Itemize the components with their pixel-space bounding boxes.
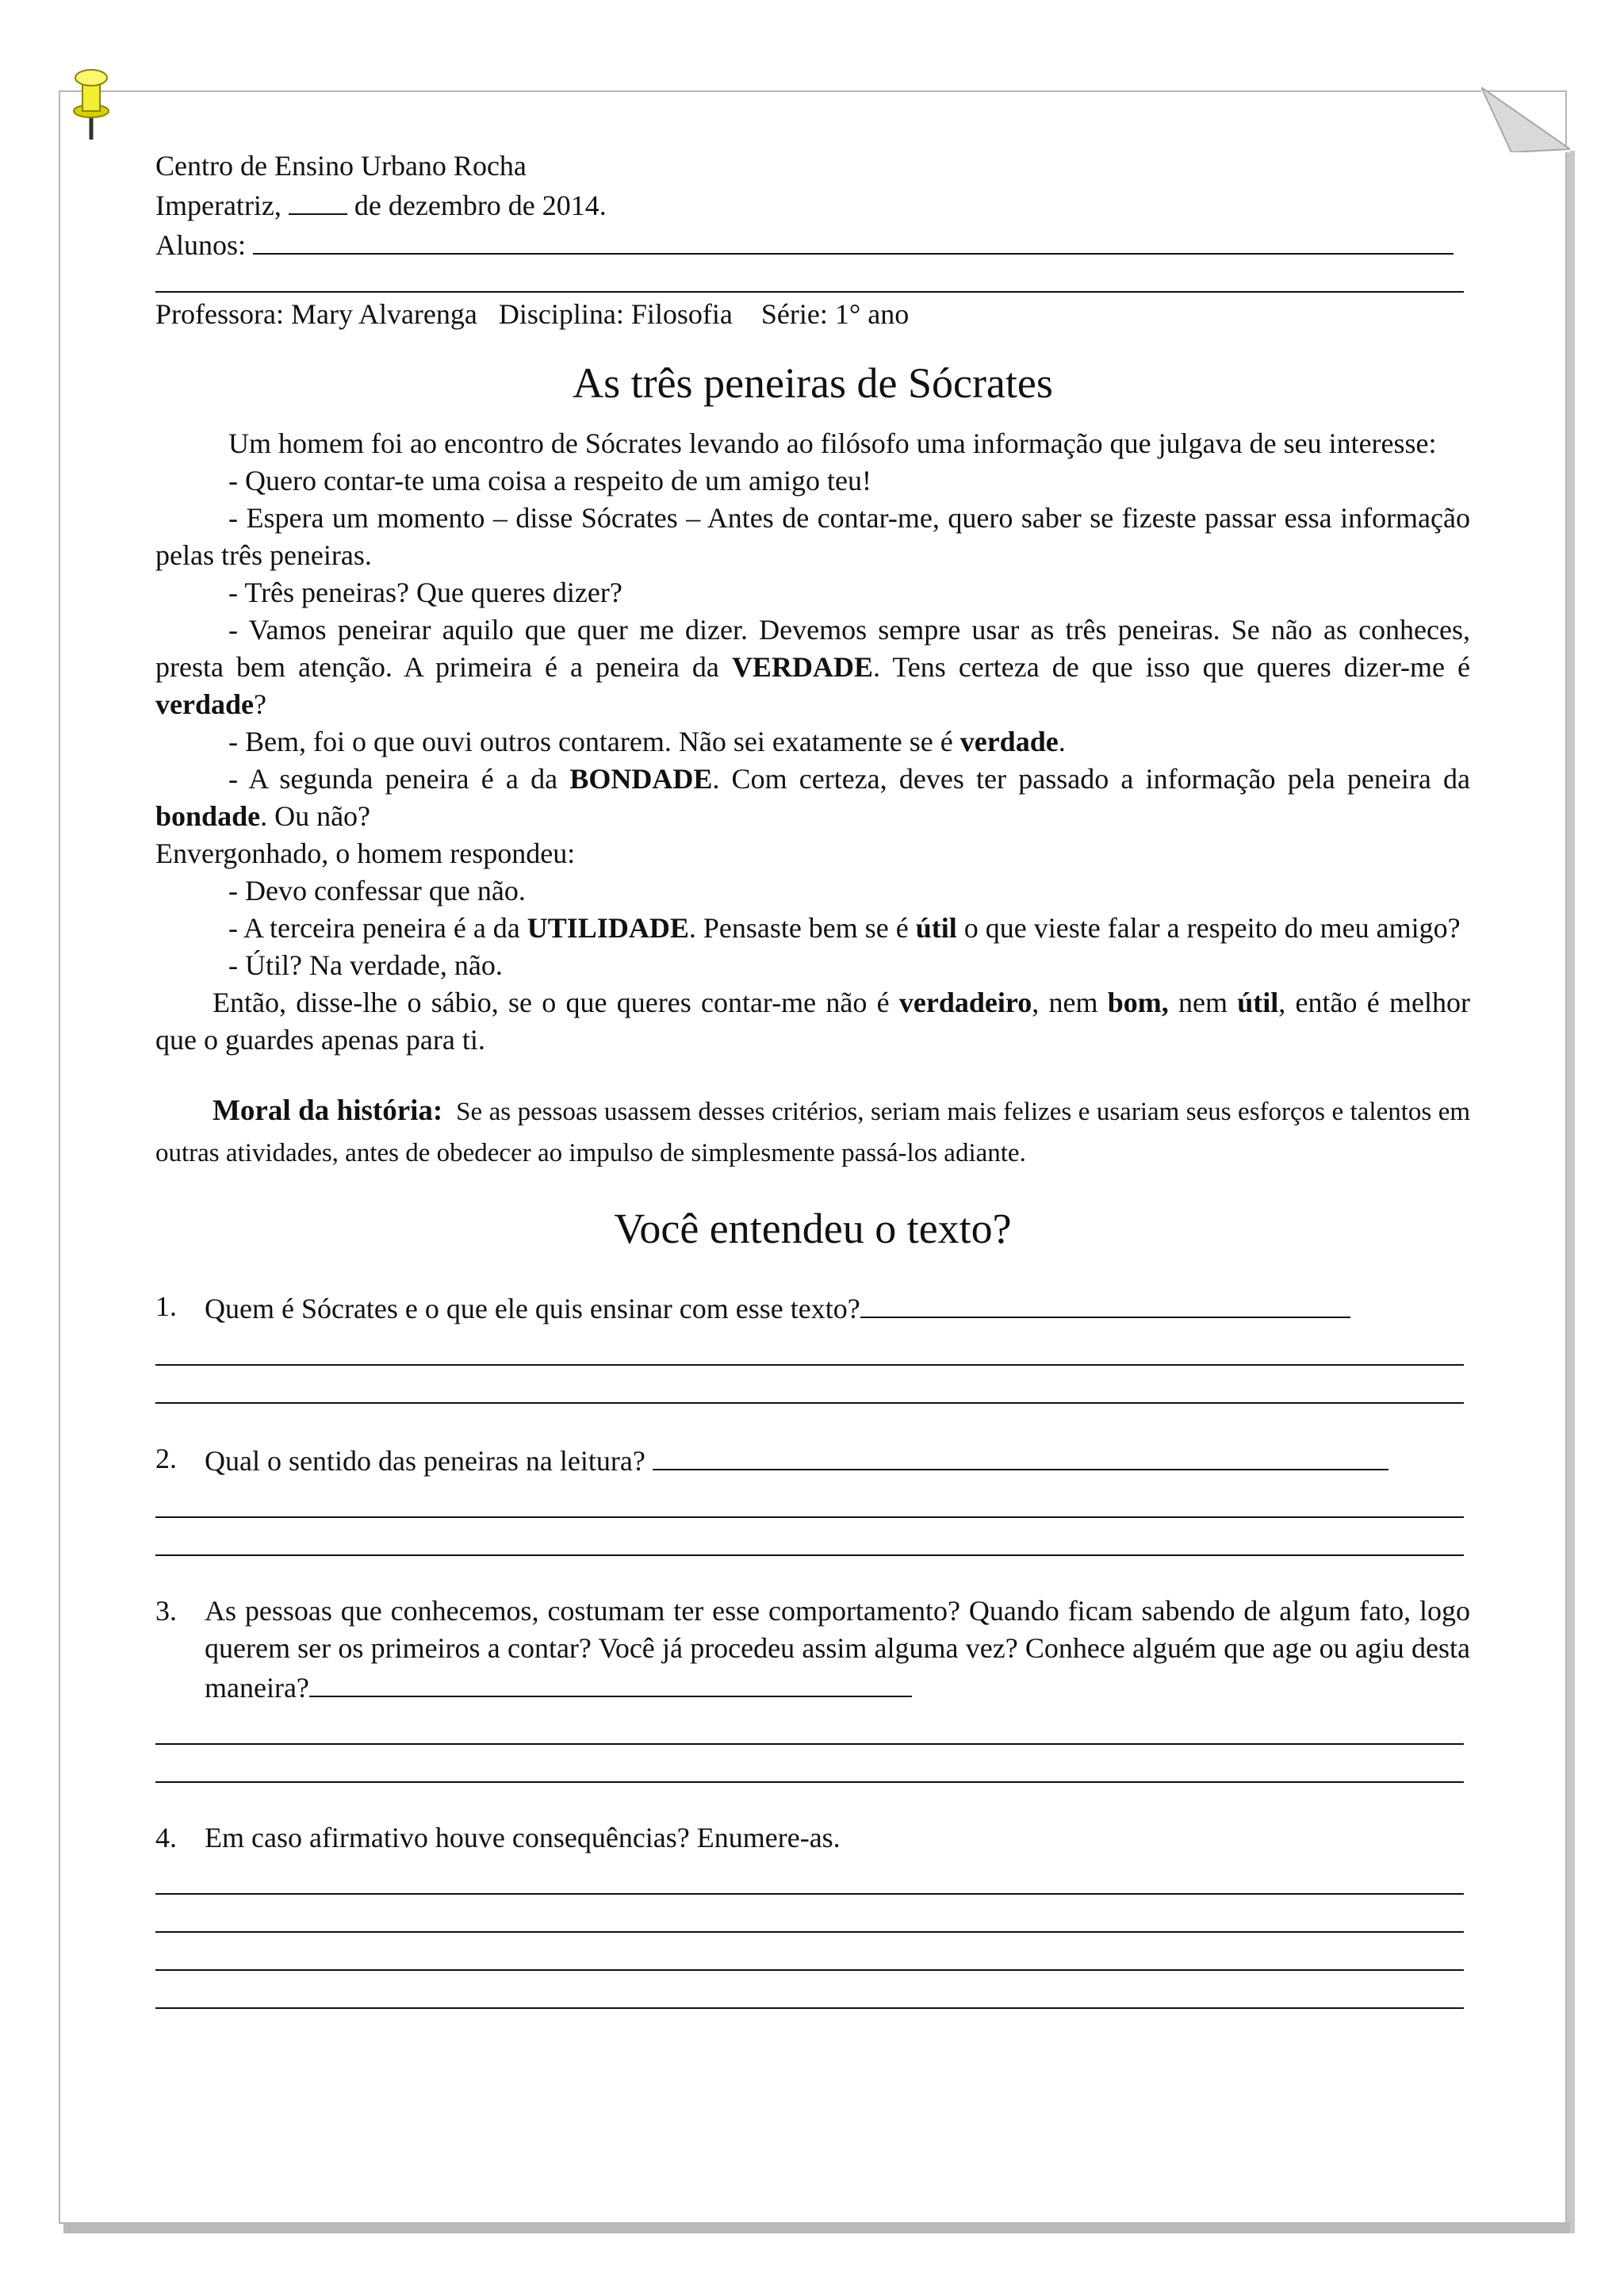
story-paragraph <box>155 910 1470 947</box>
question-text: Qual o sentido das peneiras na leitura? <box>205 1445 645 1477</box>
keyword-bom: bom, <box>1107 987 1169 1018</box>
moral-label: Moral da história: <box>213 1094 443 1127</box>
text-run: . Com certeza, deves ter passado a informação pela peneira da <box>712 763 1470 795</box>
keyword-verdadeiro: verdadeiro <box>898 987 1032 1018</box>
story-paragraph: - Três peneiras? Que queres dizer? <box>228 577 622 608</box>
keyword-verdade: verdade <box>155 688 254 720</box>
answer-line[interactable] <box>155 1933 1464 1971</box>
city-text: Imperatriz, <box>155 190 282 221</box>
text-run: - A terceira peneira é a da <box>228 912 527 944</box>
question-3 <box>155 1593 1470 1707</box>
moral-text: Se as pessoas usassem desses critérios, seriam mais felizes e usariam seus esforços e talentos em outras atividades, antes de obedecer ao impulso de simplesmente passá-los adiante. <box>155 1098 1471 1167</box>
text-run: . <box>1058 726 1066 757</box>
question-number: 3. <box>155 1595 177 1627</box>
text-run: . Pensaste bem se é <box>688 912 916 944</box>
students-blank[interactable] <box>253 224 1454 255</box>
question-number: 4. <box>155 1822 177 1853</box>
students-line <box>155 224 1470 264</box>
answer-blank[interactable] <box>860 1288 1350 1318</box>
question-text-wrap <box>205 1440 1470 1480</box>
teacher-line <box>155 296 1470 333</box>
text-run: - Bem, foi o que ouvi outros contarem. Não sei exatamente se é <box>228 726 960 757</box>
text-run: . Tens certeza de que isso que queres dizer-me é <box>872 651 1470 683</box>
page-shadow-right <box>1567 151 1575 2233</box>
story-text <box>155 425 1470 1059</box>
answer-line[interactable] <box>155 1366 1464 1404</box>
text-run: , então é melhor que o guardes apenas para ti. <box>155 987 1470 1056</box>
students-label: Alunos: <box>155 229 247 261</box>
students-blank-2[interactable] <box>155 264 1464 293</box>
question-text-wrap <box>205 1288 1470 1328</box>
answer-blank[interactable] <box>653 1440 1388 1470</box>
text-run: ? <box>253 688 266 720</box>
answer-line[interactable] <box>155 1971 1464 2009</box>
answer-line[interactable] <box>155 1480 1464 1518</box>
answer-blank[interactable] <box>309 1667 912 1697</box>
page-title: As três peneiras de Sócrates <box>573 359 1053 407</box>
story-paragraph: Envergonhado, o homem respondeu: <box>155 838 576 869</box>
day-blank[interactable] <box>289 185 347 215</box>
text-run: . Ou não? <box>260 800 371 832</box>
keyword-util: útil <box>1237 987 1279 1018</box>
text-run: , nem <box>1032 987 1108 1018</box>
answer-line[interactable] <box>155 1518 1464 1556</box>
grade: Série: 1° ano <box>760 298 910 330</box>
school-name: Centro de Ensino Urbano Rocha <box>155 150 527 182</box>
question-text: Quem é Sócrates e o que ele quis ensinar com esse texto? <box>205 1293 860 1324</box>
question-1 <box>155 1288 1470 1328</box>
story-paragraph: - Espera um momento – disse Sócrates – Antes de contar-me, quero saber se fizeste passar essa informação pelas três peneiras. <box>155 502 1470 571</box>
worksheet-content <box>155 148 1470 2009</box>
teacher-name: Professora: Mary Alvarenga <box>155 298 477 330</box>
keyword-util: útil <box>915 912 957 944</box>
text-run: - A segunda peneira é a da <box>228 763 570 795</box>
answer-line[interactable] <box>155 1707 1464 1745</box>
story-paragraph <box>155 611 1470 723</box>
moral-paragraph <box>155 1091 1470 1174</box>
folded-corner-icon <box>1481 87 1570 152</box>
answer-line[interactable] <box>155 1857 1464 1895</box>
answer-line[interactable] <box>155 1745 1464 1783</box>
story-paragraph <box>155 984 1470 1059</box>
answer-line[interactable] <box>155 1328 1464 1366</box>
question-text-wrap <box>205 1593 1470 1707</box>
question-number: 2. <box>155 1443 177 1474</box>
story-paragraph: - Devo confessar que não. <box>228 875 526 907</box>
keyword-utilidade: UTILIDADE <box>527 912 689 944</box>
page-shadow-bottom <box>63 2222 1570 2233</box>
story-paragraph <box>155 723 1470 761</box>
story-paragraph: Um homem foi ao encontro de Sócrates levando ao filósofo uma informação que julgava de seu interesse: <box>228 427 1437 459</box>
story-paragraph: - Quero contar-te uma coisa a respeito de um amigo teu! <box>228 465 871 496</box>
question-4 <box>155 1819 1470 1857</box>
story-paragraph <box>155 761 1470 835</box>
discipline: Disciplina: Filosofia <box>498 298 733 330</box>
question-number: 1. <box>155 1290 177 1322</box>
keyword-bondade: bondade <box>155 800 261 832</box>
story-paragraph: - Útil? Na verdade, não. <box>228 949 503 981</box>
text-run: nem <box>1168 987 1238 1018</box>
keyword-bondade: BONDADE <box>569 763 713 795</box>
question-text: Em caso afirmativo houve consequências? Enumere-as. <box>205 1822 841 1853</box>
text-run: o que vieste falar a respeito do meu amigo? <box>956 912 1461 944</box>
answer-line[interactable] <box>155 1895 1464 1933</box>
date-line <box>155 185 1470 224</box>
text-run: - Vamos peneirar aquilo que quer me dizer. Devemos sempre usar as três peneiras. Se não as conheces, presta bem atenção. A primeira é a peneira da <box>155 614 1470 683</box>
question-text: As pessoas que conhecemos, costumam ter esse comportamento? Quando ficam sabendo de algum fato, logo querem ser os primeiros a contar? Você já procedeu assim alguma vez? Conhece alguém que age ou agiu desta maneira? <box>205 1595 1470 1704</box>
keyword-verdade: verdade <box>959 726 1059 757</box>
date-text: de dezembro de 2014. <box>354 190 607 221</box>
quiz-title: Você entendeu o texto? <box>614 1205 1012 1252</box>
question-2 <box>155 1440 1470 1480</box>
text-run: Então, disse-lhe o sábio, se o que queres contar-me não é <box>213 987 899 1018</box>
keyword-verdade: VERDADE <box>731 651 873 683</box>
pushpin-icon <box>63 63 119 143</box>
